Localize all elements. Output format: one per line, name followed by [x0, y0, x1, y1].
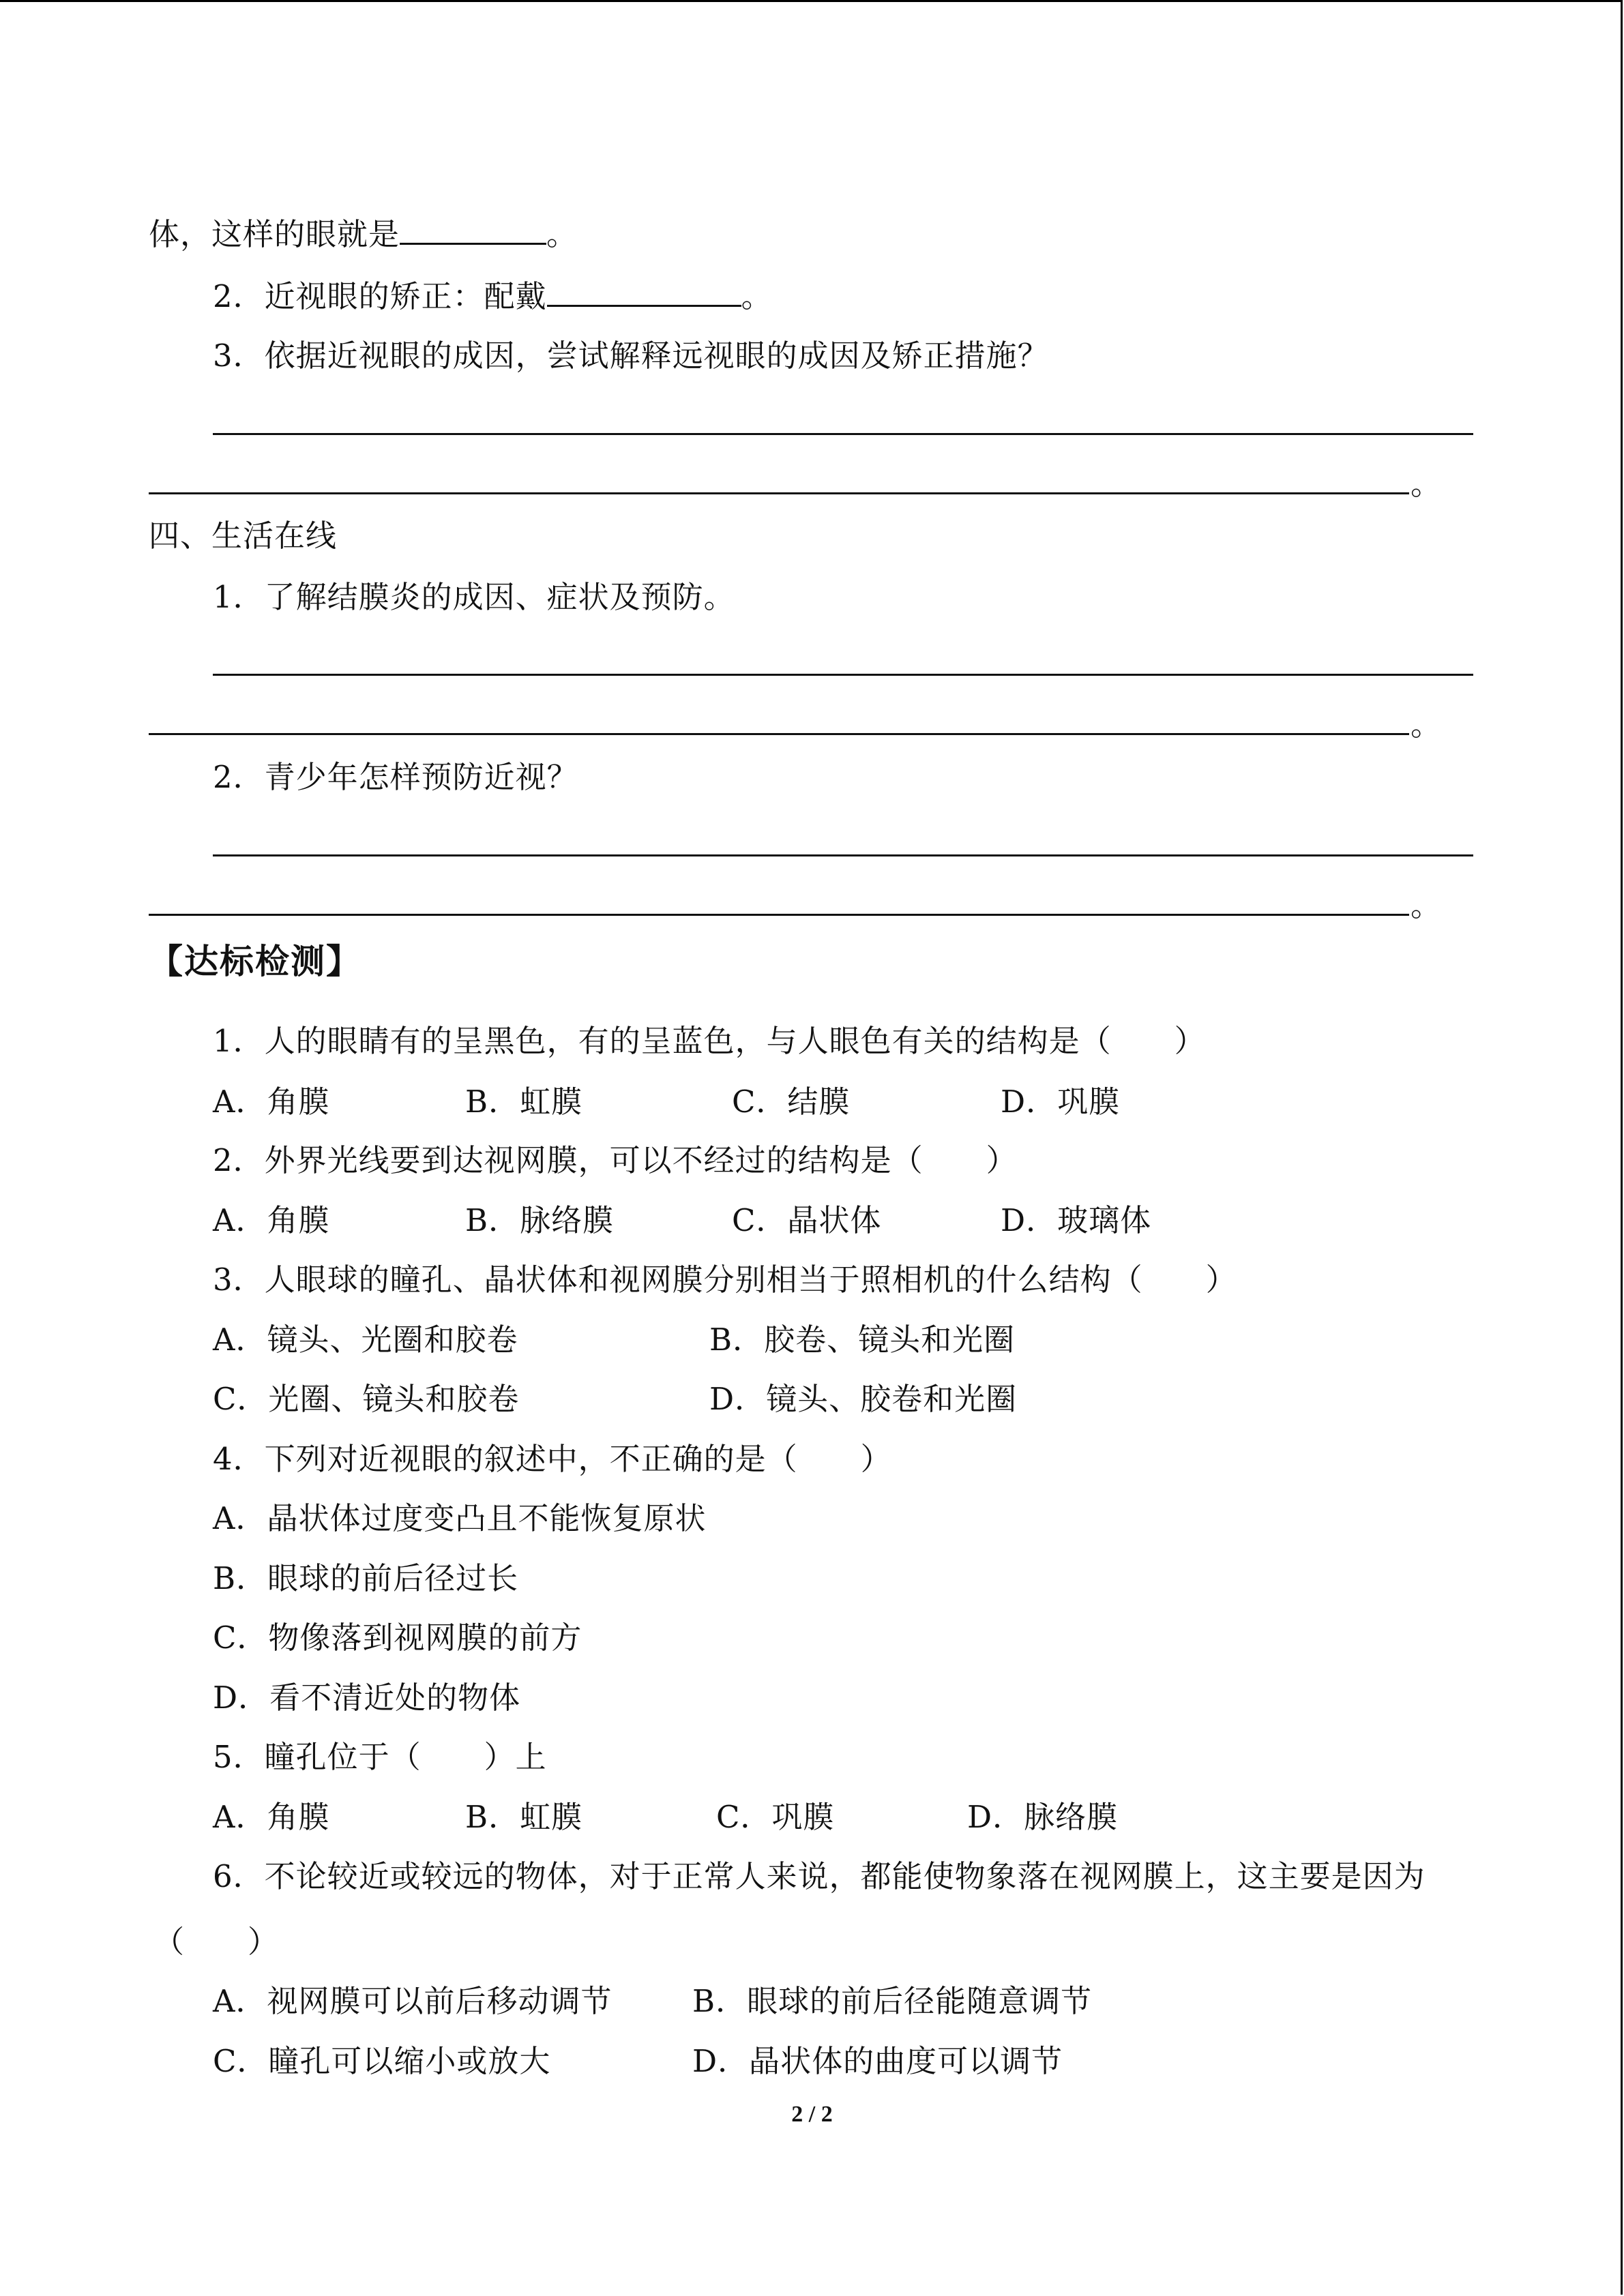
- continuation-line: 体，这样的眼就是 。: [149, 213, 578, 255]
- question-conjunctivitis: 1．了解结膜炎的成因、症状及预防。: [213, 579, 735, 615]
- question-6-stem: 6．不论较近或较远的物体，对于正常人来说，都能使物象落在视网膜上，这主要是因为: [213, 1858, 1426, 1894]
- answer-line[interactable]: [149, 733, 1409, 735]
- option-d[interactable]: D．玻璃体: [1001, 1202, 1152, 1238]
- option-b[interactable]: B．眼球的前后径能随意调节: [692, 1983, 1093, 2019]
- option-b[interactable]: B．脉络膜: [465, 1202, 615, 1238]
- option-c[interactable]: C．巩膜: [716, 1799, 835, 1835]
- section-title-life-online: 四、生活在线: [149, 518, 338, 554]
- option-c[interactable]: C．物像落到视网膜的前方: [213, 1620, 582, 1656]
- test-heading: 【达标检测】: [149, 942, 361, 981]
- answer-blank[interactable]: [400, 213, 546, 245]
- option-d[interactable]: D．晶状体的曲度可以调节: [692, 2043, 1063, 2079]
- option-b[interactable]: B．虹膜: [465, 1084, 583, 1120]
- question-3-stem: 3．人眼球的瞳孔、晶状体和视网膜分别相当于照相机的什么结构（ ）: [213, 1262, 1237, 1298]
- answer-period: 。: [1411, 466, 1442, 502]
- question-3-hyperopia: 3．依据近视眼的成因，尝试解释远视眼的成因及矫正措施？: [213, 338, 1049, 374]
- question-4-stem: 4．下列对近视眼的叙述中，不正确的是（ ）: [213, 1441, 892, 1477]
- option-c[interactable]: C．瞳孔可以缩小或放大: [213, 2043, 551, 2079]
- option-c[interactable]: C．光圈、镜头和胶卷: [213, 1381, 520, 1417]
- option-d[interactable]: D．脉络膜: [967, 1799, 1119, 1835]
- question-2-stem: 2．外界光线要到达视网膜，可以不经过的结构是（ ）: [213, 1142, 1018, 1178]
- option-c[interactable]: C．晶状体: [732, 1202, 882, 1238]
- option-d[interactable]: D．看不清近处的物体: [213, 1680, 521, 1716]
- answer-period: 。: [1411, 706, 1442, 743]
- option-a[interactable]: A．角膜: [213, 1202, 330, 1238]
- question-5-stem: 5．瞳孔位于（ ）上: [213, 1739, 547, 1775]
- option-a[interactable]: A．镜头、光圈和胶卷: [213, 1322, 518, 1358]
- option-d[interactable]: D．镜头、胶卷和光圈: [709, 1381, 1018, 1417]
- option-a[interactable]: A．角膜: [213, 1084, 330, 1120]
- question-2-correction: 2．近视眼的矫正：配戴 。: [213, 275, 773, 317]
- option-a[interactable]: A．角膜: [213, 1799, 330, 1835]
- answer-line[interactable]: [213, 854, 1473, 856]
- question-prevent-myopia: 2．青少年怎样预防近视？: [213, 759, 578, 795]
- question-1-stem: 1．人的眼睛有的呈黑色，有的呈蓝色，与人眼色有关的结构是（ ）: [213, 1023, 1206, 1059]
- question-6-stem-cont: （ ）: [153, 1924, 280, 1960]
- option-c[interactable]: C．结膜: [732, 1084, 851, 1120]
- option-b[interactable]: B．胶卷、镜头和光圈: [709, 1322, 1016, 1358]
- option-a[interactable]: A．视网膜可以前后移动调节: [213, 1983, 612, 2019]
- answer-line[interactable]: [149, 914, 1409, 916]
- option-b[interactable]: B．虹膜: [465, 1799, 583, 1835]
- answer-line[interactable]: [213, 433, 1473, 435]
- page-number: 2 / 2: [791, 2102, 833, 2127]
- answer-line[interactable]: [149, 492, 1409, 494]
- option-d[interactable]: D．巩膜: [1001, 1084, 1121, 1120]
- option-a[interactable]: A．晶状体过度变凸且不能恢复原状: [213, 1500, 707, 1536]
- answer-line[interactable]: [213, 674, 1473, 676]
- answer-period: 。: [1411, 887, 1442, 923]
- option-b[interactable]: B．眼球的前后径过长: [213, 1560, 519, 1596]
- answer-blank[interactable]: [547, 275, 741, 307]
